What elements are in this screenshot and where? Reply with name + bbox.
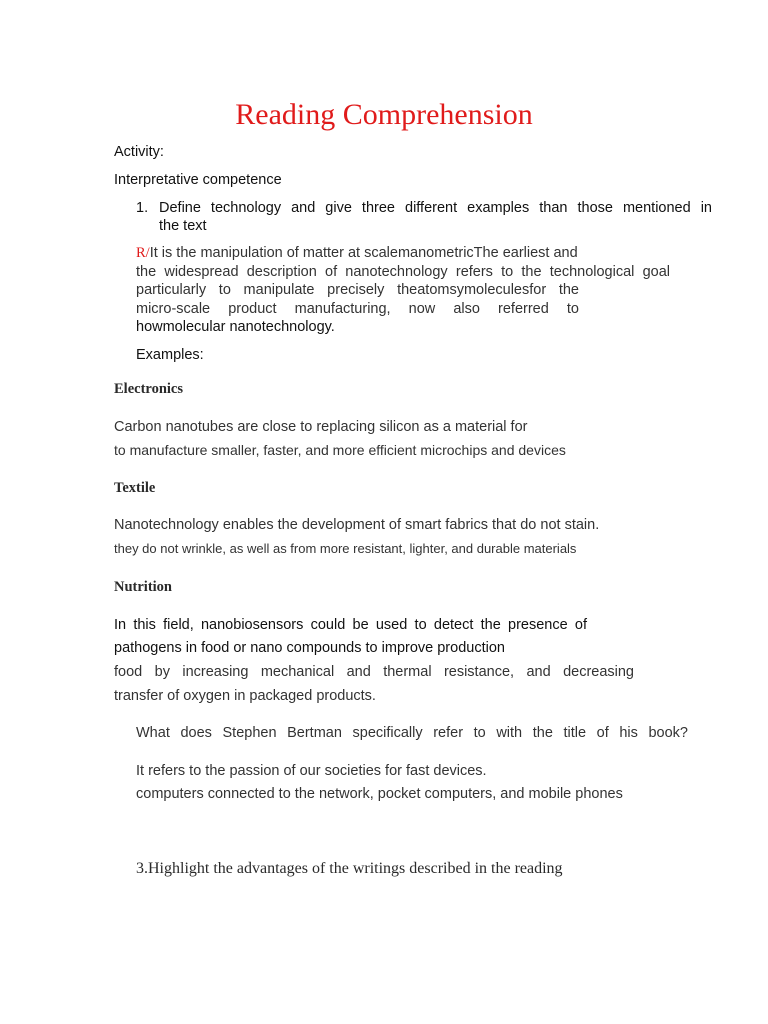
nutrition-line-4: transfer of oxygen in packaged products. xyxy=(114,688,376,704)
electronics-line-2: to manufacture smaller, faster, and more efficient microchips and devices xyxy=(114,442,566,458)
question-1-line-2: the text xyxy=(159,218,207,234)
nutrition-line-3: food by increasing mechanical and thermal resistance, and decreasing xyxy=(114,664,634,680)
electronics-line-1: Carbon nanotubes are close to replacing silicon as a material for xyxy=(114,419,528,435)
question-1-line-1: Define technology and give three different examples than those mentioned in xyxy=(159,200,712,216)
examples-label: Examples: xyxy=(136,347,204,363)
textile-line-1: Nanotechnology enables the development of smart fabrics that do not stain. xyxy=(114,517,600,533)
answer-1-line-1 xyxy=(136,244,578,262)
answer-1-line-2: the widespread description of nanotechnology refers to the technological goal xyxy=(136,264,670,280)
competence-label: Interpretative competence xyxy=(114,172,282,188)
answer-2-line-1: It refers to the passion of our societies for fast devices. xyxy=(136,763,487,779)
answer-1-line-5: howmolecular nanotechnology. xyxy=(136,319,335,335)
question-3: 3.Highlight the advantages of the writings described in the reading xyxy=(136,860,563,877)
activity-label: Activity: xyxy=(114,144,164,160)
answer-1-text-1: It is the manipulation of matter at scalemanometricThe earliest and xyxy=(149,245,578,261)
answer-1-line-3: particularly to manipulate precisely theatomsymoleculesfor the xyxy=(136,282,579,298)
answer-marker: R/ xyxy=(136,245,150,261)
page-title: Reading Comprehension xyxy=(235,98,533,131)
section-heading-textile: Textile xyxy=(114,480,156,496)
nutrition-line-2: pathogens in food or nano compounds to improve production xyxy=(114,640,505,656)
answer-1-line-4: micro-scale product manufacturing, now also referred to xyxy=(136,301,579,317)
answer-2-line-2: computers connected to the network, pocket computers, and mobile phones xyxy=(136,786,623,802)
question-1-number: 1. xyxy=(136,200,149,216)
question-2: What does Stephen Bertman specifically refer to with the title of his book? xyxy=(136,725,688,741)
textile-line-2: they do not wrinkle, as well as from more resistant, lighter, and durable materials xyxy=(114,541,577,556)
nutrition-line-1: In this field, nanobiosensors could be used to detect the presence of xyxy=(114,617,587,633)
section-heading-electronics: Electronics xyxy=(114,381,183,397)
section-heading-nutrition: Nutrition xyxy=(114,579,172,595)
